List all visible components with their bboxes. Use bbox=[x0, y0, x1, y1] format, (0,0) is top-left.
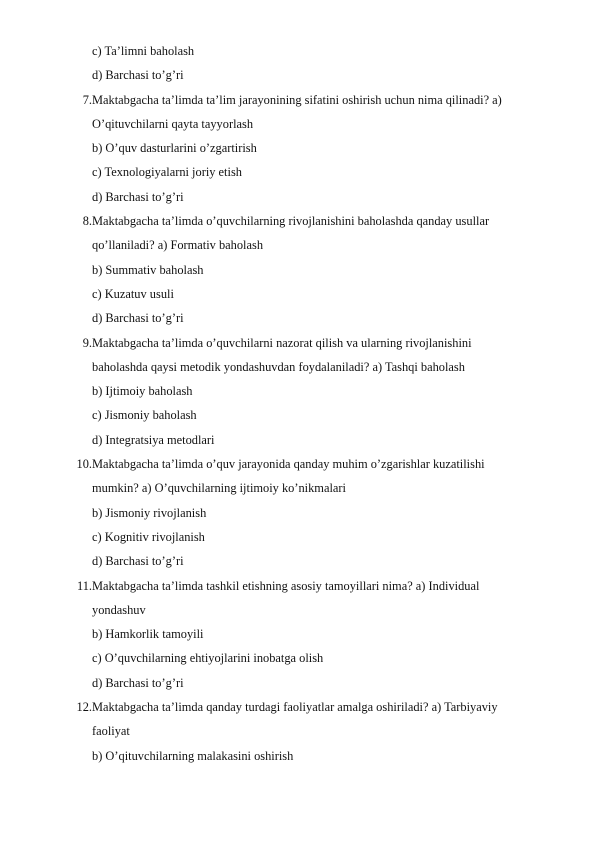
text-line bbox=[0, 598, 595, 622]
line-text: b) O’quv dasturlarini o’zgartirish bbox=[92, 141, 257, 156]
question-number: 8. bbox=[82, 214, 92, 229]
line-text: d) Barchasi to’g’ri bbox=[92, 189, 184, 204]
line-text: d) Barchasi to’g’ri bbox=[92, 68, 184, 83]
text-line bbox=[0, 403, 595, 427]
text-line bbox=[0, 185, 595, 209]
line-text: d) Barchasi to’g’ri bbox=[92, 675, 184, 690]
line-text: d) Barchasi to’g’ri bbox=[92, 554, 184, 569]
line-text: yondashuv bbox=[92, 602, 146, 617]
text-line bbox=[0, 258, 595, 282]
text-line bbox=[0, 525, 595, 549]
question-line bbox=[0, 209, 595, 233]
line-text: b) Hamkorlik tamoyili bbox=[92, 627, 204, 642]
text-line bbox=[0, 160, 595, 184]
question-line bbox=[0, 88, 595, 112]
text-line bbox=[0, 671, 595, 695]
line-text: c) Kuzatuv usuli bbox=[92, 286, 174, 301]
line-text: Maktabgacha ta’limda o’quv jarayonida qanday muhim o’zgarishlar kuzatilishi bbox=[92, 457, 485, 472]
text-line bbox=[0, 622, 595, 646]
text-line bbox=[0, 719, 595, 743]
text-line bbox=[0, 39, 595, 63]
text-line bbox=[0, 136, 595, 160]
line-text: qo’llaniladi? a) Formativ baholash bbox=[92, 238, 264, 253]
line-text: c) O’quvchilarning ehtiyojlarini inobatga olish bbox=[92, 651, 324, 666]
line-text: O’qituvchilarni qayta tayyorlash bbox=[92, 116, 254, 131]
question-number: 7. bbox=[82, 92, 92, 107]
text-line bbox=[0, 744, 595, 768]
line-text: Maktabgacha ta’limda tashkil etishning asosiy tamoyillari nima? a) Individual bbox=[92, 578, 480, 593]
text-line bbox=[0, 646, 595, 670]
line-text: b) Jismoniy rivojlanish bbox=[92, 505, 207, 520]
text-line bbox=[0, 282, 595, 306]
text-line bbox=[0, 306, 595, 330]
question-line bbox=[0, 452, 595, 476]
line-text: Maktabgacha ta’limda qanday turdagi faoliyatlar amalga oshiriladi? a) Tarbiyaviy bbox=[92, 700, 498, 715]
text-line bbox=[0, 428, 595, 452]
text-line bbox=[0, 476, 595, 500]
line-text: mumkin? a) O’quvchilarning ijtimoiy ko’nikmalari bbox=[92, 481, 346, 496]
text-line bbox=[0, 233, 595, 257]
line-text: c) Ta’limni baholash bbox=[92, 44, 195, 58]
line-text: faoliyat bbox=[92, 724, 130, 739]
line-text: baholashda qaysi metodik yondashuvdan foydalaniladi? a) Tashqi baholash bbox=[92, 359, 465, 374]
question-line bbox=[0, 695, 595, 719]
text-line bbox=[0, 112, 595, 136]
question-number: 9. bbox=[82, 335, 92, 350]
line-text: b) Ijtimoiy baholash bbox=[92, 384, 193, 399]
question-line bbox=[0, 574, 595, 598]
text-line bbox=[0, 355, 595, 379]
question-number: 10. bbox=[76, 457, 92, 472]
text-line bbox=[0, 63, 595, 87]
line-text: c) Kognitiv rivojlanish bbox=[92, 529, 205, 544]
question-line bbox=[0, 331, 595, 355]
question-number: 12. bbox=[76, 700, 92, 715]
text-line bbox=[0, 379, 595, 403]
line-text: Maktabgacha ta’limda o’quvchilarni nazorat qilish va ularning rivojlanishini bbox=[92, 335, 472, 350]
line-text: c) Texnologiyalarni joriy etish bbox=[92, 165, 242, 180]
line-text: Maktabgacha ta’limda o’quvchilarning rivojlanishini baholashda qanday usullar bbox=[92, 214, 490, 229]
line-text: c) Jismoniy baholash bbox=[92, 408, 197, 423]
line-text: Maktabgacha ta’limda ta’lim jarayonining sifatini oshirish uchun nima qilinadi? a) bbox=[92, 92, 502, 107]
line-text: d) Integratsiya metodlari bbox=[92, 432, 215, 447]
line-text: b) O’qituvchilarning malakasini oshirish bbox=[92, 748, 294, 763]
text-line bbox=[0, 549, 595, 573]
line-text: b) Summativ baholash bbox=[92, 262, 204, 277]
line-text: d) Barchasi to’g’ri bbox=[92, 311, 184, 326]
document-page bbox=[0, 39, 595, 768]
question-number: 11. bbox=[76, 578, 92, 593]
text-line bbox=[0, 501, 595, 525]
